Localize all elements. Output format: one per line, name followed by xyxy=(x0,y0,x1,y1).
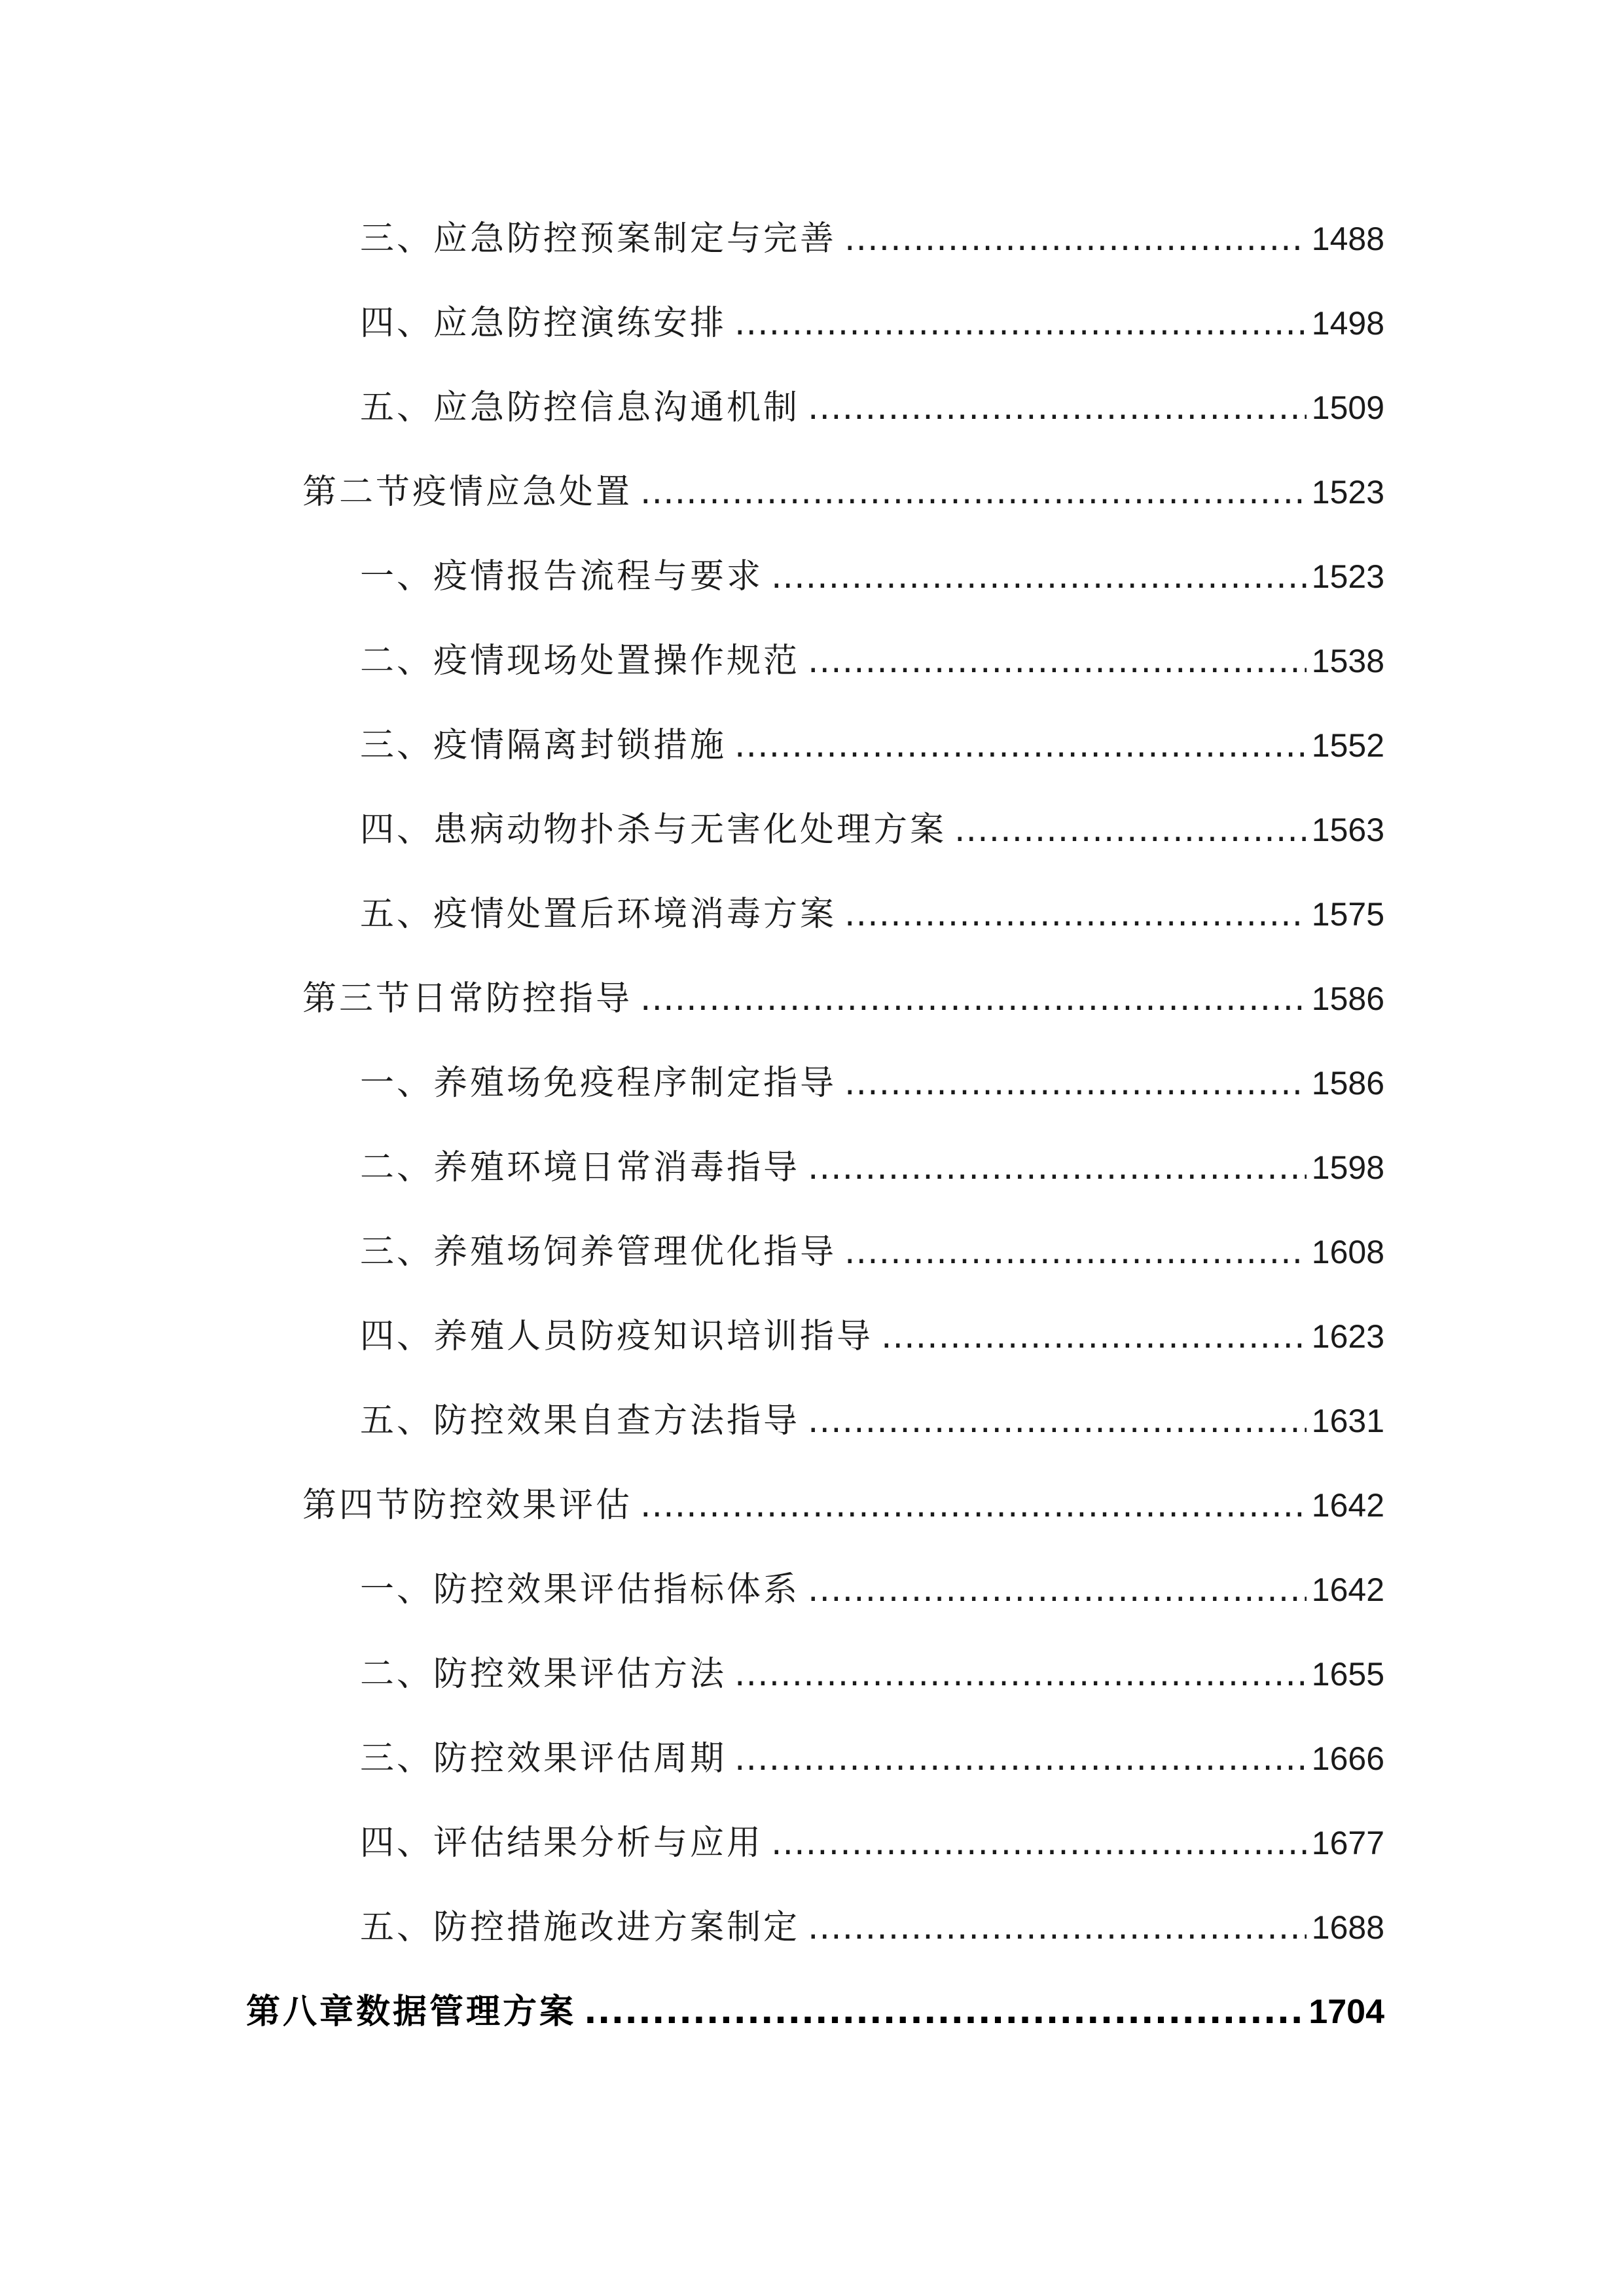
toc-dot-leader xyxy=(584,1982,1303,2041)
toc-entry[interactable] xyxy=(360,209,1384,268)
toc-entry[interactable] xyxy=(360,800,1384,859)
toc-entry-title: 第二节疫情应急处置 xyxy=(302,473,633,512)
toc-page-number: 1498 xyxy=(1311,305,1384,342)
toc-entry-title: 三、防控效果评估周期 xyxy=(360,1739,727,1778)
toc-page-number: 1704 xyxy=(1308,1993,1384,2031)
toc-dot-leader xyxy=(771,547,1307,606)
toc-entry[interactable] xyxy=(360,1307,1384,1366)
toc-entry[interactable] xyxy=(360,1729,1384,1788)
toc-page-number: 1575 xyxy=(1311,896,1384,933)
toc-entry[interactable] xyxy=(360,1814,1384,1873)
toc-page-number: 1642 xyxy=(1311,1487,1384,1524)
toc-page-number: 1623 xyxy=(1311,1318,1384,1355)
toc-dot-leader xyxy=(844,1054,1307,1113)
toc-dot-leader xyxy=(640,1476,1307,1535)
toc-entry-section[interactable] xyxy=(302,463,1384,522)
toc-page-number: 1655 xyxy=(1311,1656,1384,1693)
toc-entry-title: 二、疫情现场处置操作规范 xyxy=(360,641,801,681)
toc-entry-section[interactable] xyxy=(302,969,1384,1028)
toc-dot-leader xyxy=(734,1645,1307,1704)
toc-dot-leader xyxy=(640,463,1307,522)
toc-entry-section[interactable] xyxy=(302,1476,1384,1535)
toc-page-number: 1598 xyxy=(1311,1149,1384,1186)
toc-entry[interactable] xyxy=(360,1391,1384,1450)
toc-entry-title: 第四节防控效果评估 xyxy=(302,1486,633,1525)
toc-dot-leader xyxy=(808,1560,1307,1619)
toc-entry[interactable] xyxy=(360,1560,1384,1619)
toc-page-number: 1523 xyxy=(1311,474,1384,511)
toc-dot-leader xyxy=(640,969,1307,1028)
toc-dot-leader xyxy=(734,294,1307,353)
toc-entry[interactable] xyxy=(360,1898,1384,1957)
toc-entry-title: 二、养殖环境日常消毒指导 xyxy=(360,1148,801,1187)
toc-entry-title: 五、应急防控信息沟通机制 xyxy=(360,388,801,427)
toc-entry-title: 一、防控效果评估指标体系 xyxy=(360,1570,801,1609)
toc-page-number: 1488 xyxy=(1311,221,1384,257)
toc-entry-title: 四、养殖人员防疫知识培训指导 xyxy=(360,1317,874,1356)
toc-dot-leader xyxy=(881,1307,1307,1366)
toc-entry-title: 四、应急防控演练安排 xyxy=(360,304,727,343)
toc-page-number: 1509 xyxy=(1311,389,1384,426)
toc-dot-leader xyxy=(954,800,1307,859)
toc-entry-title: 第八章数据管理方案 xyxy=(246,1992,577,2032)
toc-entry-title: 一、养殖场免疫程序制定指导 xyxy=(360,1064,837,1103)
toc-dot-leader xyxy=(734,716,1307,775)
toc-entry[interactable] xyxy=(360,1054,1384,1113)
toc-entry[interactable] xyxy=(360,1138,1384,1197)
toc-entry-title: 五、疫情处置后环境消毒方案 xyxy=(360,895,837,934)
toc-page-number: 1677 xyxy=(1311,1825,1384,1861)
toc-page-number: 1586 xyxy=(1311,1065,1384,1102)
toc-entry-title: 四、患病动物扑杀与无害化处理方案 xyxy=(360,810,947,850)
toc-page-number: 1538 xyxy=(1311,643,1384,679)
toc-entry[interactable] xyxy=(360,885,1384,944)
toc-page-number: 1608 xyxy=(1311,1234,1384,1270)
toc-entry-title: 三、养殖场饲养管理优化指导 xyxy=(360,1232,837,1272)
toc-entry-title: 二、防控效果评估方法 xyxy=(360,1655,727,1694)
toc-page-number: 1631 xyxy=(1311,1403,1384,1439)
toc-entry-title: 五、防控措施改进方案制定 xyxy=(360,1908,801,1947)
toc-dot-leader xyxy=(808,378,1307,437)
toc-entry-title: 第三节日常防控指导 xyxy=(302,979,633,1018)
toc-entry[interactable] xyxy=(360,716,1384,775)
toc-entry-title: 三、应急防控预案制定与完善 xyxy=(360,219,837,259)
toc-entry[interactable] xyxy=(360,1223,1384,1282)
toc-page-number: 1642 xyxy=(1311,1571,1384,1608)
toc-entry[interactable] xyxy=(360,547,1384,606)
toc-dot-leader xyxy=(808,1138,1307,1197)
toc-entry[interactable] xyxy=(360,1645,1384,1704)
toc-page-number: 1586 xyxy=(1311,980,1384,1017)
toc-entry-chapter[interactable] xyxy=(246,1982,1384,2041)
toc-entry-title: 一、疫情报告流程与要求 xyxy=(360,557,764,596)
toc-page-number: 1563 xyxy=(1311,812,1384,848)
toc-dot-leader xyxy=(844,1223,1307,1282)
toc-dot-leader xyxy=(844,885,1307,944)
toc-entry[interactable] xyxy=(360,378,1384,437)
toc-page-number: 1666 xyxy=(1311,1740,1384,1777)
toc-entry-title: 五、防控效果自查方法指导 xyxy=(360,1401,801,1441)
toc-entry[interactable] xyxy=(360,294,1384,353)
toc-entry-title: 三、疫情隔离封锁措施 xyxy=(360,726,727,765)
toc-page-number: 1688 xyxy=(1311,1909,1384,1946)
toc-dot-leader xyxy=(734,1729,1307,1788)
toc-entry[interactable] xyxy=(360,632,1384,691)
toc-dot-leader xyxy=(808,1391,1307,1450)
toc-dot-leader xyxy=(844,209,1307,268)
toc-page-number: 1523 xyxy=(1311,558,1384,595)
toc-page-number: 1552 xyxy=(1311,727,1384,764)
toc-entry-title: 四、评估结果分析与应用 xyxy=(360,1823,764,1863)
toc-dot-leader xyxy=(771,1814,1307,1873)
toc-dot-leader xyxy=(808,1898,1307,1957)
toc-dot-leader xyxy=(808,632,1307,691)
